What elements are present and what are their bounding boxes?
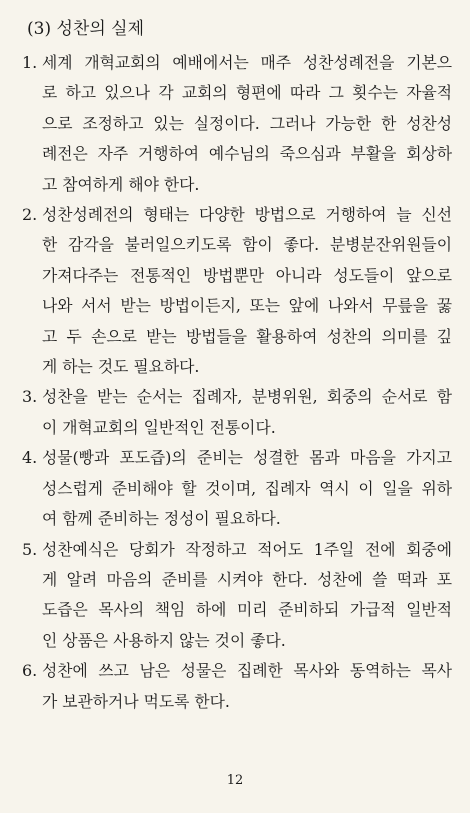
item-number: 2. — [22, 205, 38, 225]
text-line: 도즙은 목사의 책임 하에 미리 준비하되 가급적 일반적 — [42, 600, 452, 620]
text-line: 성스럽게 준비해야 할 것이며, 집례자 역시 이 일을 위하 — [42, 478, 452, 498]
text-line: 성찬예식은 당회가 작정하고 적어도 1주일 전에 회중에 — [42, 539, 452, 559]
text-line: 고 두 손으로 받는 방법들을 활용하여 성찬의 의미를 깊 — [42, 326, 452, 346]
text-line: 성찬에 쓰고 남은 성물은 집례한 목사와 동역하는 목사 — [42, 661, 452, 681]
text-line: 게 알려 마음의 준비를 시켜야 한다. 성찬에 쓸 떡과 포 — [42, 569, 452, 589]
item-number: 6. — [22, 661, 38, 681]
item-number: 4. — [22, 448, 38, 468]
section-heading: (3) 성찬의 실제 — [27, 19, 144, 39]
list-item — [22, 48, 452, 200]
text-line: 성찬을 받는 순서는 집례자, 분병위원, 회중의 순서로 함 — [42, 387, 452, 407]
text-line: 한 감각을 불러일으키도록 함이 좋다. 분병분잔위원들이 — [42, 235, 452, 255]
list-item — [22, 200, 452, 382]
text-line: 게 하는 것도 필요하다. — [42, 357, 200, 377]
item-text — [42, 443, 452, 534]
text-line: 로 하고 있으나 각 교회의 형편에 따라 그 횟수는 자율적 — [42, 83, 452, 103]
list-item — [22, 535, 452, 657]
text-line: 이 개혁교회의 일반적인 전통이다. — [42, 417, 276, 437]
item-text — [42, 382, 452, 443]
item-list — [22, 48, 452, 717]
text-line: 성물(빵과 포도즙)의 준비는 성결한 몸과 마음을 가지고 — [42, 448, 452, 468]
item-number: 5. — [22, 539, 38, 559]
item-text — [42, 535, 452, 657]
text-line: 례전은 자주 거행하여 예수님의 죽으심과 부활을 회상하 — [42, 144, 452, 164]
list-item — [22, 656, 452, 717]
text-line: 여 함께 준비하는 정성이 필요하다. — [42, 509, 281, 529]
text-line: 나와 서서 받는 방법이든지, 또는 앞에 나와서 무릎을 꿇 — [42, 296, 452, 316]
text-line: 세계 개혁교회의 예배에서는 매주 성찬성례전을 기본으 — [42, 53, 452, 72]
text-line: 가 보관하거나 먹도록 한다. — [42, 691, 230, 711]
text-line: 으로 조정하고 있는 실정이다. 그러나 가능한 한 성찬성 — [42, 113, 452, 133]
item-text — [42, 200, 452, 382]
item-text — [42, 656, 452, 717]
text-line: 성찬성례전의 형태는 다양한 방법으로 거행하여 늘 신선 — [42, 205, 452, 225]
text-line: 고 참여하게 해야 한다. — [42, 174, 200, 194]
page-number: 12 — [226, 773, 244, 788]
item-text — [42, 48, 452, 200]
list-item — [22, 382, 452, 443]
item-number: 1. — [22, 53, 38, 72]
text-line: 가져다주는 전통적인 방법뿐만 아니라 성도들이 앞으로 — [42, 265, 452, 285]
list-item — [22, 443, 452, 534]
text-line: 인 상품은 사용하지 않는 것이 좋다. — [42, 630, 286, 650]
item-number: 3. — [22, 387, 38, 407]
